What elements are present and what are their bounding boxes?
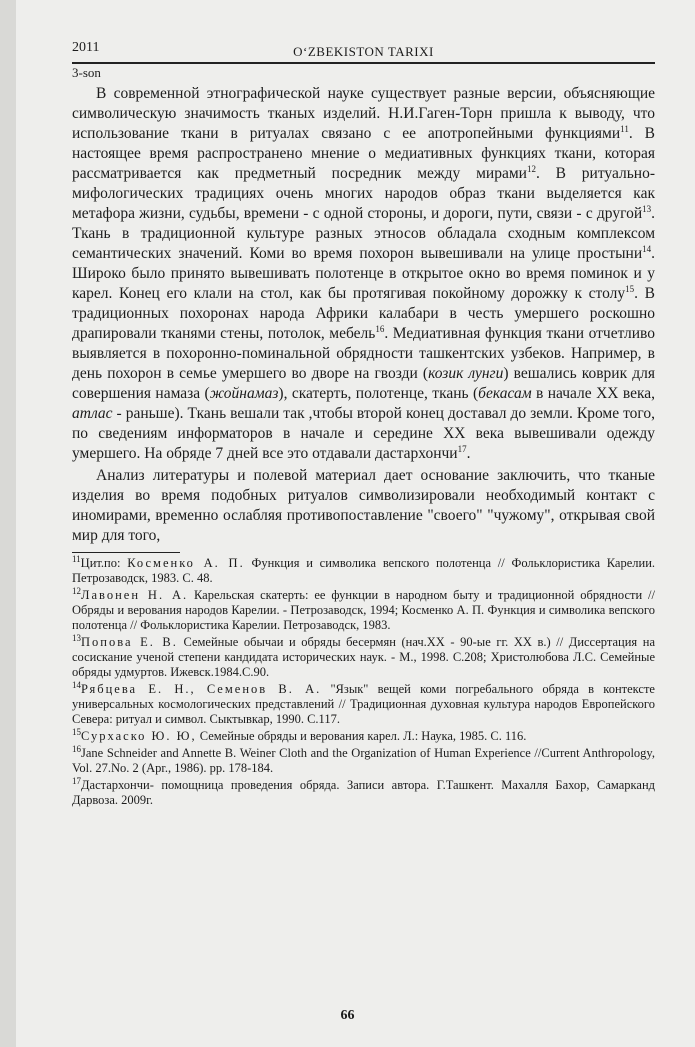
text-run: . В традиционных похоронах народа Африки калабари в честь умершего роскошно драпировали тканями стены, потолок, мебель <box>72 285 655 342</box>
footnote-number: 14 <box>72 679 81 690</box>
footnote-author: Косменко А. П. <box>127 556 245 570</box>
text-run: - раньше). Ткань вешали так ,чтобы второй конец доставал до земли. Кроме того, по сведениям информаторов в начале и середине XX века вывешивали одежду умершего. На обряде 7 дней все это отдавали дастархончи <box>72 405 655 462</box>
header-rule <box>72 62 655 64</box>
footnote-12 <box>72 585 655 633</box>
text-run: В современной этнографической науке существует разные версии, объясняющие символическую значимость тканых изделий. Н.И.Гаген-Торн пришла к выводу, что использование ткани в ритуалах связано с ее апотропейными функциями <box>72 85 655 142</box>
scan-edge-shadow <box>0 0 16 1047</box>
text-run: . Ткань в традиционной культуре разных этносов обладала сходным комплексом семантических значений. Коми во время похорон вывешивали на улице простыни <box>72 205 655 262</box>
footnote-ref[interactable]: 15 <box>625 283 635 294</box>
footnote-number: 15 <box>72 726 81 737</box>
footnote-number: 11 <box>72 553 81 564</box>
footnote-ref[interactable]: 17 <box>457 443 467 454</box>
footnote-text: Jane Schneider and Annette B. Weiner Cloth and the Organization of Human Experience //Current Anthropology, Vol. 27.No. 2 (Apr., 1986). pp. 178-184. <box>72 746 655 775</box>
footnote-number: 17 <box>72 775 81 786</box>
text-run: . Широко было принято вывешивать полотенце в открытое окно во время поминок и у карел. Конец его клали на стол, как бы протягивая покойному дорожку к столу <box>72 245 655 302</box>
footnote-13 <box>72 632 655 680</box>
text-run: . Медиативная функция ткани отчетливо выявляется в похоронно-поминальной обрядности ташкентских узбеков. Например, в день похорон в семье умершего во дворе на гвозди ( <box>72 325 655 382</box>
footnote-number: 12 <box>72 585 81 596</box>
issue-number: 3-son <box>72 65 101 80</box>
footnote-text: Дастархончи- помощница проведения обряда. Записи автора. Г.Ташкент. Махалля Бахор, Самарканд Дарвоза. 2009г. <box>72 778 655 807</box>
article-body <box>72 64 655 546</box>
footnote-16 <box>72 743 655 776</box>
footnote-author: Сурхаско Ю. Ю, <box>81 729 197 743</box>
text-run: ), скатерть, полотенце, ткань ( <box>278 385 479 402</box>
page-number: 66 <box>340 1008 355 1023</box>
footnote-author: Попова Е. В. <box>81 635 178 649</box>
footnote-ref[interactable]: 16 <box>375 323 385 334</box>
running-header <box>72 0 655 80</box>
text-run: . В настоящее время распространено мнение о медиативных функциях ткани, которая рассматривается как предметный посредник между мирами <box>72 125 656 182</box>
footnotes <box>72 553 656 808</box>
journal-title: O‘ZBEKISTON TARIXI <box>293 44 434 59</box>
italic-term: атлас <box>72 405 113 422</box>
footnote-15 <box>72 726 655 744</box>
footnote-text: Семейные обычаи и обряды бесермян (нач.XX - 90-ые гг. XX в.) // Диссертация на сосискание ученой степени кандидата исторических наук. - М., 1998. С.208; Христолюбова Л.С. Семейные обряды удмуртов. Ижевск.1984.С.90. <box>72 635 655 679</box>
footnote-14 <box>72 679 655 727</box>
text-run: . <box>466 445 471 462</box>
footnote-number: 13 <box>72 632 81 643</box>
footnote-ref[interactable]: 14 <box>642 243 652 254</box>
footnote-author: Рябцева Е. Н., Семенов В. А. <box>81 682 322 696</box>
footnote-separator <box>72 552 180 553</box>
footnote-ref[interactable]: 12 <box>526 163 536 174</box>
footnote-11 <box>72 553 656 586</box>
footnote-text: "Язык" вещей коми погребального обряда в контексте универсальных космологических представлений // Традиционная духовная культура народов Европейского Севера: ритуал и символ. Сыктывкар, 1990. С.117. <box>72 682 655 726</box>
footnote-ref[interactable]: 11 <box>620 123 629 134</box>
text-run: . В ритуально-мифологических традициях очень многих народов образ ткани выделяется как метафора жизни, судьбы, времени - с одной стороны, и дороги, пути, связи - с другой <box>72 165 655 222</box>
body-paragraph-1 <box>72 84 655 464</box>
italic-term: жойнамаз <box>209 385 279 402</box>
footnote-text: Функция и символика вепского полотенца // Фольклористика Карелии. Петрозаводск, 1983. С. 48. <box>72 556 656 585</box>
text-run: в начале XX века, <box>531 385 655 402</box>
text-run: ) вешались коврик для совершения намаза ( <box>72 365 655 402</box>
header-year: 2011 <box>72 40 100 55</box>
body-paragraph-2: Анализ литературы и полевой материал дает основание заключить, что тканые изделия во время подобных ритуалов символизировали необходимый контакт с иномирами, временно ослабляя противопоставление "своего" "чужому", открывая свой мир для того, <box>72 467 655 544</box>
italic-term: бекасам <box>478 385 532 402</box>
footnote-text: Карельская скатерть: ее функции в народном быту и традиционной обрядности // Обряды и верования народов Карелии. - Петрозаводск, 1994; Косменко А. П. Функция и символика вепского полотенца // Фольклористика Карелии. Петрозаводск, 1983. <box>72 588 655 632</box>
footnote-text: Семейные обряды и верования карел. Л.: Наука, 1985. С. 116. <box>196 729 527 743</box>
footnote-17 <box>72 775 655 808</box>
footnote-ref[interactable]: 13 <box>642 203 652 214</box>
footnote-author: Лавонен Н. А. <box>81 588 189 602</box>
footnote-number: 16 <box>72 743 81 754</box>
footnote-prefix: Цит.по: <box>80 556 128 570</box>
italic-term: козик лунги <box>428 365 504 382</box>
